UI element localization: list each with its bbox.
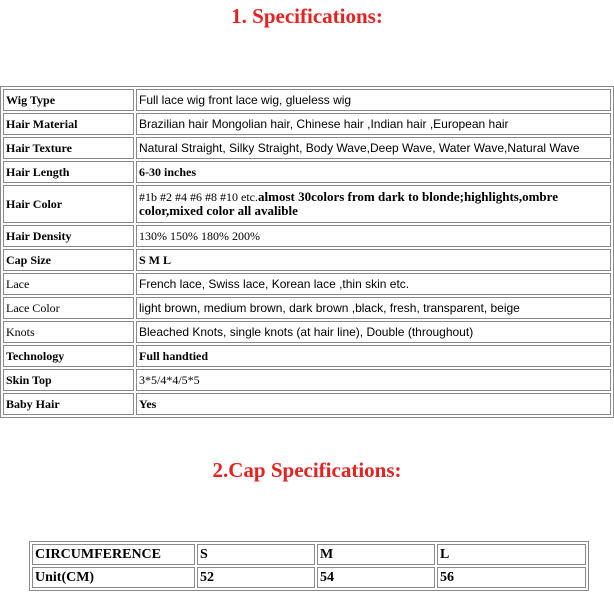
hair-color-codes: #1b #2 #4 #6 #8 #10 etc. <box>139 190 258 204</box>
cap-header-s: S <box>197 544 315 565</box>
table-row <box>3 321 611 343</box>
cap-specifications-table <box>29 541 589 591</box>
spec-label-hair-material: Hair Material <box>3 113 134 135</box>
specifications-table <box>0 86 614 418</box>
spec-value-lace-color: light brown, medium brown, dark brown ,black, fresh, transparent, beige <box>136 297 611 319</box>
table-row <box>32 544 586 565</box>
spec-label-technology: Technology <box>3 345 134 367</box>
hair-color-description: almost 30colors from dark to blonde;highlights,ombre color,mixed color all avalible <box>139 189 558 218</box>
spec-label-wig-type: Wig Type <box>3 89 134 111</box>
spec-label-hair-density: Hair Density <box>3 225 134 247</box>
specifications-heading: 1. Specifications: <box>231 4 383 28</box>
spec-value-skin-top: 3*5/4*4/5*5 <box>136 369 611 391</box>
table-row <box>3 225 611 247</box>
spec-value-baby-hair: Yes <box>136 393 611 415</box>
cap-value-l: 56 <box>437 567 586 588</box>
table-row <box>3 393 611 415</box>
table-row <box>3 137 611 159</box>
table-row <box>3 345 611 367</box>
spec-label-skin-top: Skin Top <box>3 369 134 391</box>
spec-value-hair-material: Brazilian hair Mongolian hair, Chinese hair ,Indian hair ,European hair <box>136 113 611 135</box>
spec-label-hair-texture: Hair Texture <box>3 137 134 159</box>
cap-value-m: 54 <box>317 567 435 588</box>
table-row <box>3 113 611 135</box>
spec-value-hair-texture: Natural Straight, Silky Straight, Body Wave,Deep Wave, Water Wave,Natural Wave <box>136 137 611 159</box>
spec-value-hair-color <box>136 185 611 223</box>
spec-value-wig-type: Full lace wig front lace wig, glueless wig <box>136 89 611 111</box>
cap-unit-label: Unit(CM) <box>32 567 195 588</box>
table-row <box>3 297 611 319</box>
cap-header-l: L <box>437 544 586 565</box>
table-row <box>3 89 611 111</box>
spec-value-cap-size: S M L <box>136 249 611 271</box>
spec-label-baby-hair: Baby Hair <box>3 393 134 415</box>
cap-specifications-heading: 2.Cap Specifications: <box>212 458 402 482</box>
table-row <box>3 369 611 391</box>
spec-value-hair-density: 130% 150% 180% 200% <box>136 225 611 247</box>
table-row <box>3 249 611 271</box>
spec-value-knots: Bleached Knots, single knots (at hair line), Double (throughout) <box>136 321 611 343</box>
table-row <box>3 185 611 223</box>
spec-label-hair-length: Hair Length <box>3 161 134 183</box>
spec-label-knots: Knots <box>3 321 134 343</box>
cap-header-circumference: CIRCUMFERENCE <box>32 544 195 565</box>
cap-value-s: 52 <box>197 567 315 588</box>
spec-value-lace: French lace, Swiss lace, Korean lace ,thin skin etc. <box>136 273 611 295</box>
table-row <box>32 567 586 588</box>
cap-header-m: M <box>317 544 435 565</box>
table-row <box>3 273 611 295</box>
spec-value-hair-length: 6-30 inches <box>136 161 611 183</box>
spec-value-technology: Full handtied <box>136 345 611 367</box>
spec-label-lace: Lace <box>3 273 134 295</box>
spec-label-hair-color: Hair Color <box>3 185 134 223</box>
spec-label-lace-color: Lace Color <box>3 297 134 319</box>
spec-label-cap-size: Cap Size <box>3 249 134 271</box>
table-row <box>3 161 611 183</box>
